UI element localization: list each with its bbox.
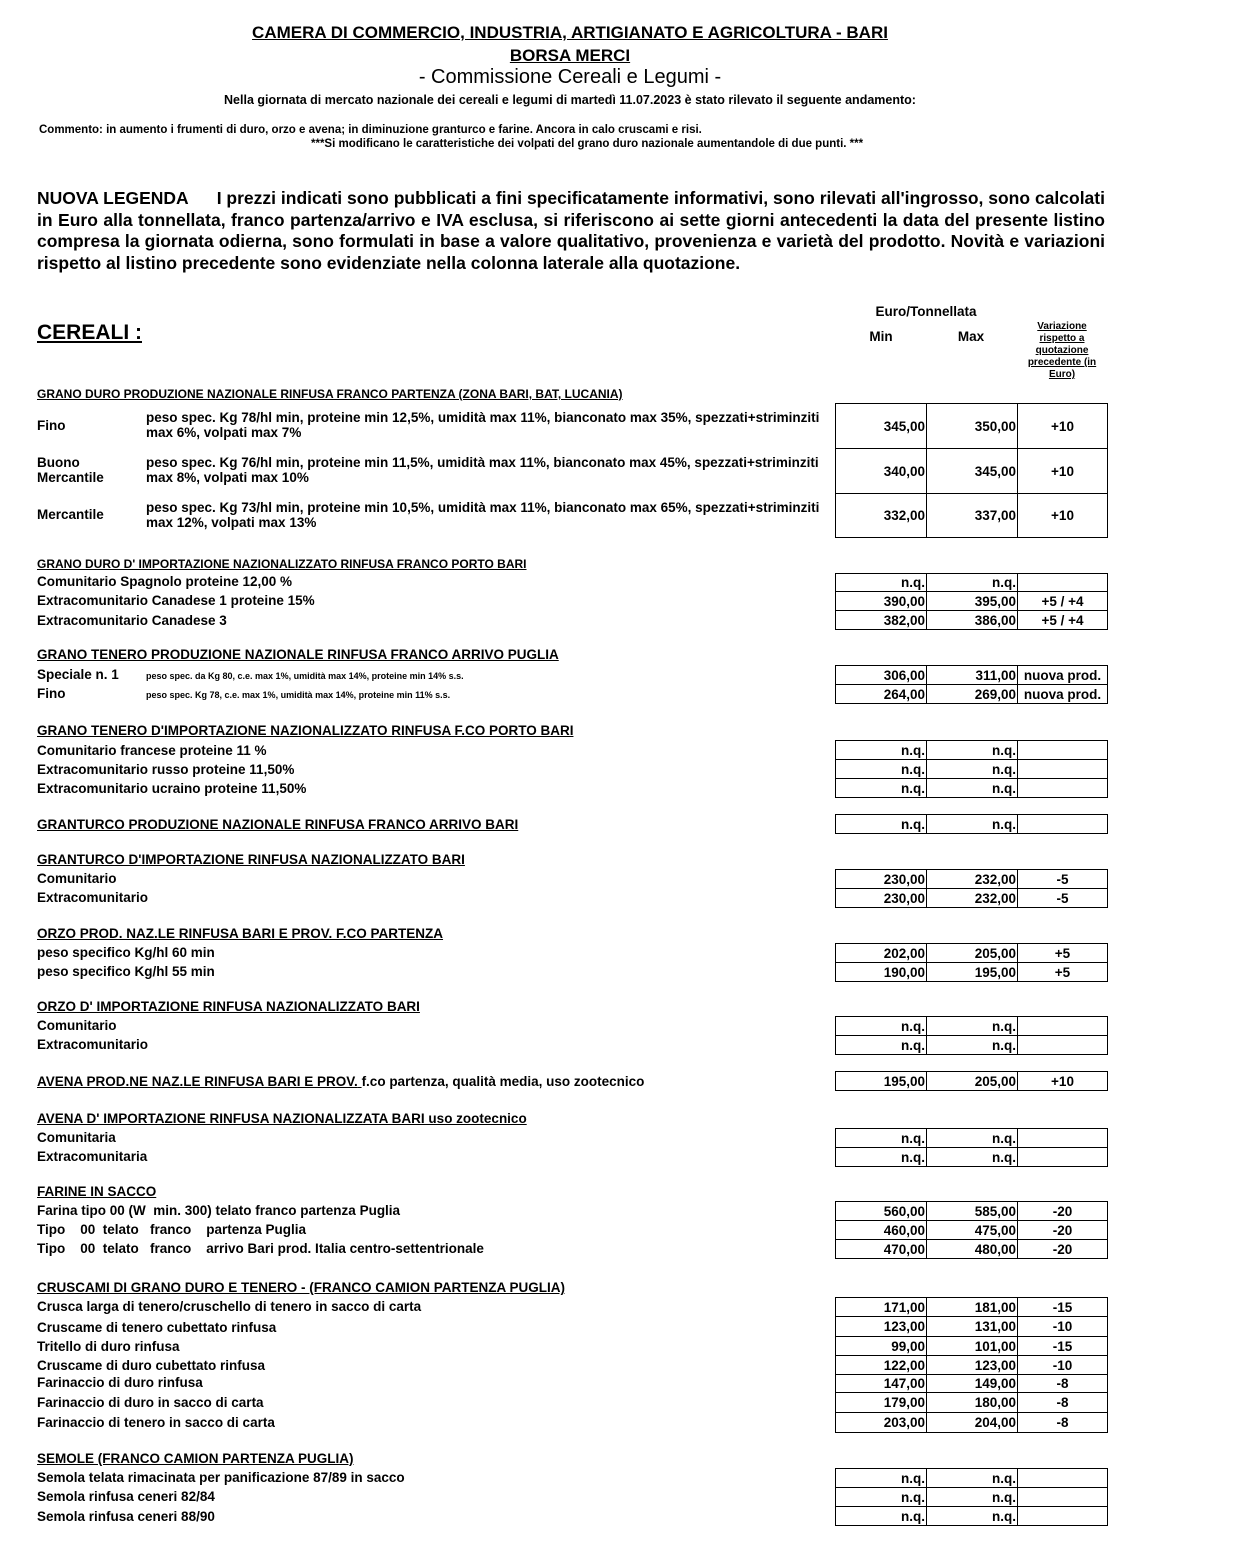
min-price: 340,00 [835,448,927,494]
min-price: 306,00 [835,665,927,685]
section-title [37,1074,644,1089]
variation: -20 [1017,1239,1108,1259]
min-price: 382,00 [835,610,927,630]
row-label: Buono Mercantile [37,455,104,485]
row-label: Farinaccio di duro in sacco di carta [37,1395,264,1410]
variation: +10 [1017,403,1108,449]
max-price: 350,00 [926,403,1018,449]
max-price: 345,00 [926,448,1018,494]
row-description: peso spec. Kg 78, c.e. max 1%, umidità max 14%, proteine min 11% s.s. [146,690,451,700]
row-label: Semola telata rimacinata per panificazione 87/89 in sacco [37,1470,405,1485]
min-price: 460,00 [835,1220,927,1240]
variation [1017,778,1108,798]
variation: -10 [1017,1355,1108,1375]
max-price: 232,00 [926,869,1018,889]
max-price: 123,00 [926,1355,1018,1375]
min-price: 560,00 [835,1201,927,1221]
variation-header: Variazione rispetto a quotazione precedente (in Euro) [1027,321,1097,380]
max-price: 585,00 [926,1201,1018,1221]
min-price: n.q. [835,573,927,592]
variation [1017,1468,1108,1488]
row-label: Comunitario francese proteine 11 % [37,743,267,758]
max-header: Max [957,329,985,344]
variation [1017,1147,1108,1167]
min-price: 230,00 [835,869,927,889]
min-price: n.q. [835,740,927,760]
max-price: 180,00 [926,1392,1018,1413]
max-price: 149,00 [926,1374,1018,1393]
row-label: Extracomunitario Canadese 3 [37,613,227,628]
row-label: Cruscame di duro cubettato rinfusa [37,1358,266,1373]
market-intro: Nella giornata di mercato nazionale dei cereali e legumi di martedì 11.07.2023 è stato rilevato il seguente andamento: [224,93,916,107]
max-price: n.q. [926,1128,1018,1148]
row-description: peso spec. Kg 76/hl min, proteine min 11,5%, umidità max 11%, bianconato max 45%, spezzati+striminziti max 8%, volpati max 10% [146,455,819,485]
variation: +5 [1017,962,1108,982]
min-price: n.q. [835,814,927,834]
max-price: 480,00 [926,1239,1018,1259]
comment-line-1: Commento: in aumento i frumenti di duro, orzo e avena; in diminuzione granturco e farine. Ancora in calo cruscami e risi. [39,124,702,136]
variation: -8 [1017,1412,1108,1433]
row-label: Comunitario [37,871,117,886]
row-label: Farina tipo 00 (W min. 300) telato franco partenza Puglia [37,1203,401,1218]
row-label: Mercantile [37,507,104,522]
row-label: Comunitario Spagnolo proteine 12,00 % [37,574,293,589]
cereali-heading: CEREALI : [37,321,142,344]
max-price: n.q. [926,1487,1018,1507]
min-price: 470,00 [835,1239,927,1259]
row-label: Cruscame di tenero cubettato rinfusa [37,1320,277,1335]
max-price: 101,00 [926,1336,1018,1356]
legenda-title: NUOVA LEGENDA [37,188,189,208]
min-price: 171,00 [835,1297,927,1317]
max-price: 205,00 [926,1071,1018,1091]
max-price: 475,00 [926,1220,1018,1240]
min-price: 123,00 [835,1316,927,1337]
min-price: 202,00 [835,943,927,963]
variation: +10 [1017,493,1108,538]
row-description: peso spec. Kg 78/hl min, proteine min 12,5%, umidità max 11%, bianconato max 35%, spezzati+striminziti max 6%, volpati max 7% [146,410,820,440]
max-price: 386,00 [926,610,1018,630]
min-price: n.q. [835,1128,927,1148]
max-price: n.q. [926,1468,1018,1488]
min-price: n.q. [835,1016,927,1036]
section-title: ORZO PROD. NAZ.LE RINFUSA BARI E PROV. F.CO PARTENZA [37,926,444,941]
variation: -8 [1017,1374,1108,1393]
variation [1017,1035,1108,1055]
max-price: 337,00 [926,493,1018,538]
min-price: n.q. [835,1147,927,1167]
row-label: Semola rinfusa ceneri 88/90 [37,1509,215,1524]
min-price: n.q. [835,759,927,779]
max-price: 269,00 [926,684,1018,704]
max-price: n.q. [926,778,1018,798]
max-price: n.q. [926,740,1018,760]
variation: -20 [1017,1220,1108,1240]
max-price: n.q. [926,1016,1018,1036]
row-label: peso specifico Kg/hl 60 min [37,945,215,960]
row-label: Comunitaria [37,1130,116,1145]
section-title-suffix: f.co partenza, qualità media, uso zootecnico [361,1074,645,1089]
legenda-text: I prezzi indicati sono pubblicati a fini specificatamente informativi, sono rilevati all'ingrosso, sono calcolati in Euro alla tonnellata, franco partenza/arrivo e IVA esclusa, si riferiscono ai sette giorni antecedenti la data del presente listino compresa la giornata odierna, sono formulati in base a valore qualitativo, provenienza e varietà del prodotto. Novità e variazioni rispetto al listino precedente sono evidenziate nella colonna laterale alla quotazione. [37,188,1105,273]
row-label: Tritello di duro rinfusa [37,1339,180,1354]
max-price: n.q. [926,573,1018,592]
min-price: 122,00 [835,1355,927,1375]
row-label: Fino [37,686,66,701]
variation [1017,1016,1108,1036]
max-price: n.q. [926,1506,1018,1526]
max-price: 195,00 [926,962,1018,982]
variation: nuova prod. [1017,665,1108,685]
borsa-merci-title: BORSA MERCI [509,46,631,65]
section-title: ORZO D' IMPORTAZIONE RINFUSA NAZIONALIZZATO BARI [37,999,420,1014]
section-title: AVENA D' IMPORTAZIONE RINFUSA NAZIONALIZZATA BARI uso zootecnico [37,1111,527,1126]
variation: +5 / +4 [1017,591,1108,611]
max-price: n.q. [926,1147,1018,1167]
section-title: CRUSCAMI DI GRANO DURO E TENERO - (FRANCO CAMION PARTENZA PUGLIA) [37,1280,565,1295]
min-header: Min [869,329,893,344]
row-label: Extracomunitario ucraino proteine 11,50% [37,781,307,796]
row-label: Extracomunitario Canadese 1 proteine 15% [37,593,315,608]
section-title: GRANTURCO PRODUZIONE NAZIONALE RINFUSA FRANCO ARRIVO BARI [37,817,519,832]
min-price: 99,00 [835,1336,927,1356]
variation: -10 [1017,1316,1108,1337]
unit-header: Euro/Tonnellata [875,304,977,319]
min-price: n.q. [835,1506,927,1526]
variation: -5 [1017,869,1108,889]
variation: +10 [1017,448,1108,494]
min-price: n.q. [835,1487,927,1507]
variation: -5 [1017,888,1108,908]
commission-title: - Commissione Cereali e Legumi - [418,66,722,88]
row-label: Comunitario [37,1018,117,1033]
row-label: Extracomunitario [37,1037,149,1052]
max-price: 205,00 [926,943,1018,963]
row-label: Extracomunitaria [37,1149,148,1164]
min-price: 179,00 [835,1392,927,1413]
max-price: n.q. [926,814,1018,834]
variation [1017,759,1108,779]
variation: +5 / +4 [1017,610,1108,630]
comment-line-2: ***Si modificano le caratteristiche dei volpati del grano duro nazionale aumentandole di due punti. *** [311,138,864,150]
variation [1017,740,1108,760]
variation [1017,1128,1108,1148]
max-price: 131,00 [926,1316,1018,1337]
row-label: Tipo 00 telato franco partenza Puglia [37,1222,307,1237]
section-title: FARINE IN SACCO [37,1184,157,1199]
variation [1017,814,1108,834]
min-price: 332,00 [835,493,927,538]
row-label: Extracomunitario russo proteine 11,50% [37,762,295,777]
min-price: 203,00 [835,1412,927,1433]
min-price: 264,00 [835,684,927,704]
min-price: 195,00 [835,1071,927,1091]
row-description: peso spec. Kg 73/hl min, proteine min 10,5%, umidità max 11%, bianconato max 65%, spezzati+striminziti max 12%, volpati max 13% [146,500,820,530]
max-price: 204,00 [926,1412,1018,1433]
variation: +10 [1017,1071,1108,1091]
variation [1017,573,1108,592]
row-label: Fino [37,418,66,433]
max-price: 181,00 [926,1297,1018,1317]
legenda-paragraph [37,188,1105,274]
min-price: 147,00 [835,1374,927,1393]
max-price: n.q. [926,1035,1018,1055]
section-title: GRANO DURO PRODUZIONE NAZIONALE RINFUSA FRANCO PARTENZA (ZONA BARI, BAT, LUCANIA) [37,387,623,401]
variation: -15 [1017,1297,1108,1317]
min-price: n.q. [835,1035,927,1055]
row-label: Tipo 00 telato franco arrivo Bari prod. Italia centro-settentrionale [37,1241,484,1256]
chamber-title: CAMERA DI COMMERCIO, INDUSTRIA, ARTIGIANATO E AGRICOLTURA - BARI [252,23,888,42]
row-label: Semola rinfusa ceneri 82/84 [37,1489,215,1504]
variation: +5 [1017,943,1108,963]
min-price: n.q. [835,778,927,798]
row-label: Speciale n. 1 [37,667,119,682]
max-price: n.q. [926,759,1018,779]
section-title: SEMOLE (FRANCO CAMION PARTENZA PUGLIA) [37,1451,354,1466]
section-title: GRANO DURO D' IMPORTAZIONE NAZIONALIZZATO RINFUSA FRANCO PORTO BARI [37,557,527,571]
max-price: 232,00 [926,888,1018,908]
variation: -8 [1017,1392,1108,1413]
row-label: Farinaccio di tenero in sacco di carta [37,1415,275,1430]
variation: -20 [1017,1201,1108,1221]
section-title: GRANTURCO D'IMPORTAZIONE RINFUSA NAZIONALIZZATO BARI [37,852,465,867]
row-description: peso spec. da Kg 80, c.e. max 1%, umidità max 14%, proteine min 14% s.s. [146,671,464,681]
section-title: GRANO TENERO D'IMPORTAZIONE NAZIONALIZZATO RINFUSA F.CO PORTO BARI [37,723,574,738]
min-price: 230,00 [835,888,927,908]
min-price: n.q. [835,1468,927,1488]
max-price: 311,00 [926,665,1018,685]
min-price: 390,00 [835,591,927,611]
variation: nuova prod. [1017,684,1108,704]
variation [1017,1487,1108,1507]
variation: -15 [1017,1336,1108,1356]
max-price: 395,00 [926,591,1018,611]
section-title: GRANO TENERO PRODUZIONE NAZIONALE RINFUSA FRANCO ARRIVO PUGLIA [37,647,559,662]
row-label: Crusca larga di tenero/cruschello di tenero in sacco di carta [37,1299,422,1314]
row-label: peso specifico Kg/hl 55 min [37,964,215,979]
min-price: 190,00 [835,962,927,982]
row-label: Extracomunitario [37,890,149,905]
variation [1017,1506,1108,1526]
min-price: 345,00 [835,403,927,449]
section-title-main: AVENA PROD.NE NAZ.LE RINFUSA BARI E PROV. [37,1074,358,1089]
row-label: Farinaccio di duro rinfusa [37,1375,203,1390]
